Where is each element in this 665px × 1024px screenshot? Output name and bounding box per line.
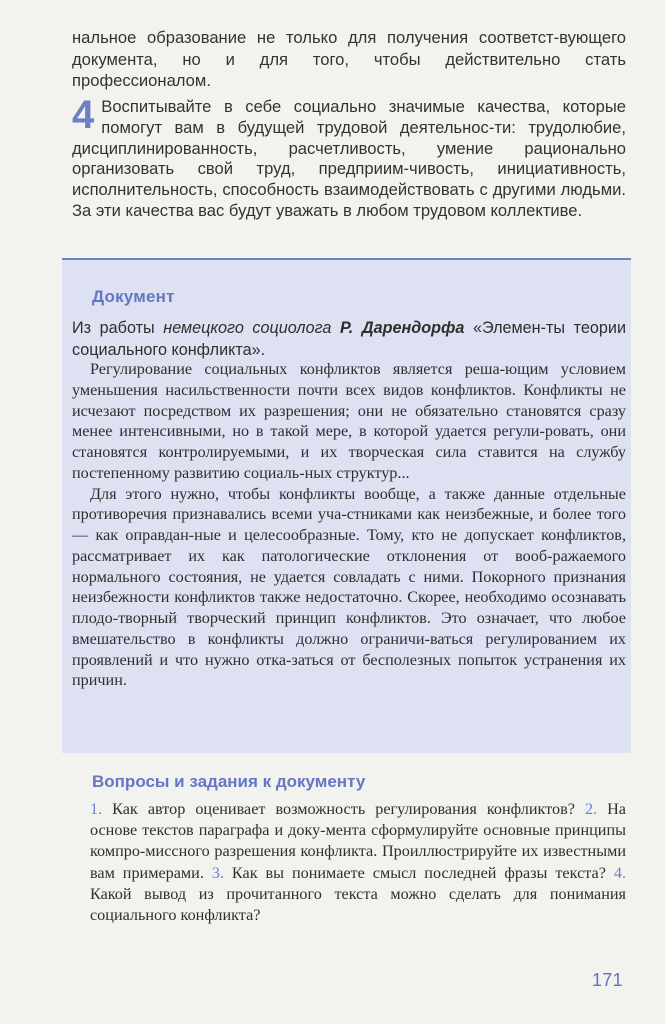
question-text: Как вы понимаете смысл последней фразы текста? (223, 863, 614, 882)
questions-text (90, 799, 626, 926)
question-number: 2. (584, 800, 598, 818)
questions-heading: Вопросы и задания к документу (92, 772, 366, 791)
question-text: Какой вывод из прочитанного текста можно сделать для понимания социального конфликта? (90, 884, 626, 925)
question-number: 1. (90, 800, 103, 818)
document-paragraph: Для этого нужно, чтобы конфликты вообще, а также данные отдельные противоречия признавались всеми уча-стниками как неизбежные, и более того — как оправдан-ные и целесообразные. Тому, кто не допускает конфликтов, рассматривает их как патологические отклонения от вооб-ражаемого нормального состояния, не удается совладать с ними. Покорного признания неизбежности конфликтов также недостаточно. Скорее, необходимо осознавать плодо-творный творческий принцип конфликтов. Это означает, что любое вмешательство в конфликты должно ограничи-ваться регулированием их проявлений и что нужно отка-заться от бесполезных попыток устранения их причин. (72, 484, 626, 690)
top-paragraph (72, 27, 626, 92)
advice-number: 4 (72, 93, 95, 137)
top-paragraph-text: нальное образование не только для получения соответст-вующего документа, но и для того, чтобы действительно стать профессионалом. (72, 28, 626, 91)
document-paragraph: Регулирование социальных конфликтов является реша-ющим условием уменьшения насильственности почти всех видов конфликтов. Конфликты не исчезают посредством их разрешения; они не обязательно становятся сразу менее интенсивными, но в такой мере, в которой удается регули-ровать, они становятся контролируемыми, и их творческая сила ставится на службу постепенному развитию социаль-ных структур... (72, 360, 626, 482)
question-text: На основе текстов параграфа и доку-мента сформулируйте основные принципы компро-миссного разрешения конфликта. Проиллюстрируйте их известными вам примерами. (90, 800, 626, 882)
document-intro (72, 318, 626, 361)
document-heading: Документ (92, 287, 175, 306)
advice-text: Воспитывайте в себе социально значимые качества, которые помогут вам в будущей трудовой деятельнос-ти: трудолюбие, дисциплинированность, расчетливость, умение рационально организовать свой труд, предприим-чивость, инициативность, исполнительность, способность взаимодействовать с другими людьми. За эти качества вас будут уважать в любом трудовом коллективе. (72, 97, 626, 220)
page-number: 171 (592, 970, 623, 990)
intro-author: Р. Дарендорфа (340, 319, 465, 337)
question-text: Как автор оценивает возможность регулирования конфликтов? (102, 800, 585, 818)
question-number: 4. (613, 863, 626, 882)
document-text (72, 359, 626, 691)
intro-prefix: Из работы (72, 319, 164, 337)
intro-italic: немецкого социолога (163, 319, 340, 337)
intro-suffix: «Элемен-ты теории социального конфликта». (72, 319, 626, 359)
question-number: 3. (211, 863, 224, 882)
advice-block (72, 93, 626, 222)
